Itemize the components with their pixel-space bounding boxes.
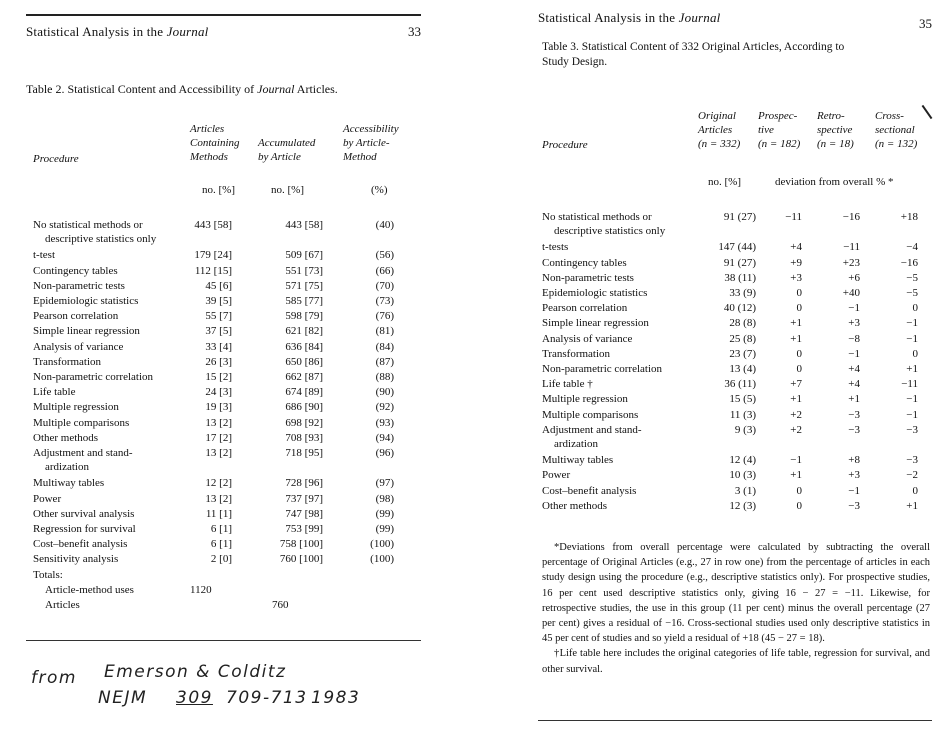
cell-prospective: −11 [785, 211, 802, 223]
cell-original-articles: 40 (12) [723, 302, 756, 315]
cell-accumulated: 674 [89] [285, 386, 323, 399]
procedure-name [542, 468, 570, 482]
header-line: Articles [190, 123, 225, 135]
table-caption [542, 40, 844, 70]
procedure-name [542, 332, 632, 346]
cell-containing-methods: 112 [15] [194, 264, 232, 277]
procedure-name [542, 240, 568, 254]
cell-accumulated: 753 [99] [285, 523, 323, 535]
unit-containing: no. [%] [202, 184, 235, 196]
cell-containing-methods: 24 [3] [205, 386, 232, 399]
procedure-name [33, 492, 61, 506]
cell-accessibility: (90) [375, 386, 394, 399]
cell-retrospective: +3 [848, 469, 860, 482]
cell-accessibility: (76) [375, 310, 394, 323]
header-line: (n = 332) [698, 138, 741, 150]
totals-label: Totals: [33, 568, 63, 581]
unit-accessibility: (%) [371, 184, 388, 196]
procedure-name [33, 248, 55, 262]
cell-accessibility: (99) [375, 507, 394, 520]
cell-accumulated: 621 [82] [285, 325, 323, 338]
header-procedure: Procedure [33, 153, 79, 165]
procedure-label: Pearson correlation [33, 310, 119, 323]
header-accessibility [343, 122, 399, 164]
procedure-label: Transformation [542, 347, 611, 360]
cell-accessibility: (73) [375, 295, 394, 307]
procedure-label: Sensitivity analysis [33, 553, 119, 566]
cell-cross-sectional: 0 [912, 484, 918, 497]
running-head [26, 24, 209, 40]
procedure-name [33, 431, 98, 445]
procedure-name [542, 484, 636, 498]
cell-containing-methods: 17 [2] [205, 431, 232, 444]
cell-retrospective: −8 [848, 332, 860, 345]
cell-accessibility: (56) [375, 249, 394, 262]
footnote-deviations: *Deviations from overall percentage were calculated by subtracting the overall percentage of Original Articles (e.g., 27 in row one) from the percentage of articles in each study design using the procedure (e.g., descriptive statistics only). For prospective studies, 16 per cent used descriptive statistics only, giving 16 − 27 = −11. Likewise, for retrospective studies, the use in this group (11 per cent) minus the overall percentage (27 per cent) gives a residual of −16. Cross-sectional studies used only descriptive statistics in 45 per cent of studies and so yield a residual of +18 (45 − 27 = 18). [542, 542, 930, 645]
cell-cross-sectional: −1 [906, 332, 918, 345]
header-prospective [758, 109, 800, 151]
cell-accumulated: 718 [95] [285, 447, 323, 459]
cell-original-articles: 25 (8) [729, 332, 756, 345]
caption-prefix: Table 2. Statistical Content and Accessibility of [26, 82, 258, 96]
cell-prospective: +1 [790, 393, 802, 406]
header-line: (n = 18) [817, 138, 854, 150]
cell-cross-sectional: −5 [906, 271, 918, 284]
procedure-label: Epidemiologic statistics [33, 295, 139, 307]
cell-cross-sectional: −5 [906, 287, 918, 299]
cell-accessibility: (87) [375, 355, 394, 368]
cell-prospective: −1 [790, 454, 802, 467]
procedure-name [542, 286, 647, 300]
cell-containing-methods: 11 [1] [205, 507, 232, 520]
procedure-label: Non-parametric correlation [33, 371, 154, 383]
header-line: spective [817, 124, 853, 136]
cell-accumulated: 650 [86] [285, 355, 323, 368]
header-line: Retro- [817, 110, 845, 122]
procedure-label: Power [33, 492, 62, 505]
handwritten-from: from [31, 668, 77, 688]
cell-original-articles: 9 (3) [734, 423, 756, 436]
cell-containing-methods: 15 [2] [205, 371, 232, 383]
cell-accumulated: 728 [96] [285, 477, 323, 490]
cell-containing-methods: 33 [4] [205, 340, 232, 353]
articles-label: Articles [45, 598, 80, 611]
cell-cross-sectional: −11 [901, 378, 918, 391]
cell-prospective: +1 [790, 317, 802, 330]
cell-retrospective: +8 [848, 454, 860, 467]
procedure-name [33, 264, 118, 278]
cell-accessibility: (81) [375, 325, 394, 338]
bottom-rule [26, 640, 421, 641]
page-number: 35 [919, 16, 932, 31]
header-articles-containing [190, 122, 240, 164]
procedure-name [542, 301, 627, 315]
cell-accessibility: (97) [375, 477, 394, 490]
page-number: 33 [408, 24, 421, 39]
header-accumulated [258, 136, 315, 164]
cell-original-articles: 10 (3) [729, 469, 756, 482]
cell-containing-methods: 6 [1] [210, 538, 232, 551]
procedure-name [542, 408, 638, 422]
header-line: Articles [698, 124, 733, 136]
bottom-rule [538, 720, 932, 721]
procedure-name [542, 271, 634, 285]
procedure-name [33, 340, 123, 354]
running-head [538, 10, 721, 26]
procedure-name [33, 385, 75, 399]
pen-mark [922, 105, 933, 119]
cell-original-articles: 13 (4) [729, 363, 756, 375]
header-line: Cross- [875, 110, 904, 122]
procedure-label-continued: descriptive statistics only [554, 225, 666, 237]
procedure-label: Simple linear regression [542, 317, 649, 330]
cell-prospective: +4 [790, 241, 802, 254]
cell-original-articles: 11 (3) [729, 408, 756, 421]
cell-prospective: 0 [796, 484, 802, 497]
procedure-label: No statistical methods or [542, 211, 652, 223]
handwritten-volume: 309 [176, 688, 213, 708]
left-page [26, 0, 421, 732]
cell-accumulated: 636 [84] [285, 340, 323, 353]
procedure-name [33, 400, 119, 414]
cell-original-articles: 91 (27) [723, 256, 756, 269]
cell-original-articles: 23 (7) [729, 347, 756, 360]
procedure-name [33, 324, 140, 338]
header-line: Containing [190, 137, 240, 149]
cell-containing-methods: 55 [7] [205, 310, 232, 323]
cell-prospective: 0 [796, 363, 802, 375]
cell-original-articles: 15 (5) [729, 393, 756, 406]
cell-accumulated: 443 [58] [285, 219, 323, 231]
procedure-name [33, 476, 104, 490]
cell-original-articles: 3 (1) [734, 484, 756, 497]
header-line: Accessibility [343, 123, 399, 135]
header-line: tive [758, 124, 774, 136]
cell-retrospective: +6 [848, 271, 860, 284]
cell-accessibility: (98) [375, 492, 394, 505]
procedure-name [33, 218, 156, 246]
procedure-label: Life table [33, 386, 76, 399]
cell-containing-methods: 13 [2] [205, 492, 232, 505]
cell-accumulated: 698 [92] [285, 416, 323, 429]
cell-containing-methods: 39 [5] [205, 295, 232, 307]
cell-accessibility: (92) [375, 401, 394, 414]
articles-value: 760 [272, 598, 289, 611]
cell-accessibility: (93) [375, 416, 394, 429]
cell-retrospective: −1 [848, 484, 860, 497]
cell-accumulated: 571 [75] [285, 279, 323, 292]
cell-cross-sectional: −3 [906, 423, 918, 436]
procedure-label: t-tests [542, 241, 569, 254]
cell-accumulated: 760 [100] [279, 553, 323, 566]
caption-suffix: Articles. [294, 82, 338, 96]
cell-accumulated: 686 [90] [285, 401, 323, 414]
procedure-label: Transformation [33, 355, 102, 368]
cell-retrospective: −3 [848, 499, 860, 512]
cell-accessibility: (66) [375, 264, 394, 277]
running-head-text: Statistical Analysis in the [538, 10, 679, 25]
procedure-name [542, 392, 628, 406]
top-rule [26, 14, 421, 16]
procedure-label: Non-parametric tests [33, 279, 125, 292]
procedure-label: Analysis of variance [33, 340, 124, 353]
cell-containing-methods: 26 [3] [205, 355, 232, 368]
cell-accumulated: 747 [98] [285, 507, 323, 520]
cell-accessibility: (40) [375, 219, 394, 231]
cell-cross-sectional: −3 [906, 454, 918, 467]
footnote-life-table: †Life table here includes the original categories of life table, regression for survival, and other survival. [542, 648, 930, 675]
cell-accessibility: (100) [370, 538, 394, 551]
cell-containing-methods: 443 [58] [194, 219, 232, 231]
cell-prospective: 0 [796, 347, 802, 360]
cell-prospective: +1 [790, 469, 802, 482]
procedure-label: Contingency tables [542, 256, 627, 269]
cell-cross-sectional: +1 [906, 499, 918, 512]
procedure-label: Cost–benefit analysis [33, 538, 128, 551]
procedure-name [542, 377, 593, 391]
procedure-name [33, 279, 125, 293]
procedure-label: Multiple comparisons [542, 408, 639, 421]
cell-prospective: 0 [796, 302, 802, 315]
procedure-label: Cost–benefit analysis [542, 484, 637, 497]
procedure-label: Other methods [33, 431, 99, 444]
procedure-name [542, 362, 662, 376]
cell-retrospective: +3 [848, 317, 860, 330]
header-line: Method [343, 151, 377, 163]
handwritten-year: 1983 [311, 688, 361, 708]
cell-containing-methods: 19 [3] [205, 401, 232, 414]
procedure-label: Analysis of variance [542, 332, 633, 345]
cell-cross-sectional: −1 [906, 408, 918, 421]
procedure-label: Multiple regression [33, 401, 119, 414]
cell-cross-sectional: −2 [906, 469, 918, 482]
procedure-name [33, 507, 134, 521]
procedure-label: Multiple regression [542, 393, 628, 406]
cell-prospective: +2 [790, 423, 802, 436]
cell-accessibility: (94) [375, 431, 394, 444]
cell-cross-sectional: +18 [900, 211, 918, 223]
header-line: Original [698, 110, 736, 122]
procedure-name [542, 347, 610, 361]
cell-prospective: +2 [790, 408, 802, 421]
header-line: (n = 132) [875, 138, 918, 150]
cell-retrospective: −3 [848, 423, 860, 436]
handwritten-authors: Emerson & Colditz [104, 662, 287, 682]
procedure-label: Multiway tables [542, 454, 614, 467]
header-retrospective [817, 109, 854, 151]
cell-accessibility: (99) [375, 523, 394, 535]
cell-original-articles: 38 (11) [724, 271, 756, 284]
procedure-name [542, 316, 649, 330]
procedure-name [33, 446, 133, 474]
footnotes [542, 540, 930, 677]
cell-retrospective: +4 [848, 363, 860, 375]
cell-accumulated: 509 [67] [285, 249, 323, 262]
procedure-label-continued: descriptive statistics only [45, 233, 157, 245]
cell-prospective: +1 [790, 332, 802, 345]
procedure-label: t-test [33, 249, 55, 262]
caption-italic: Journal [257, 82, 295, 96]
cell-containing-methods: 12 [2] [205, 477, 232, 490]
cell-accessibility: (84) [375, 340, 394, 353]
cell-prospective: +7 [790, 378, 802, 391]
cell-cross-sectional: 0 [912, 302, 918, 315]
procedure-label-continued: ardization [554, 437, 598, 450]
procedure-label: Life table † [542, 378, 593, 391]
header-procedure: Procedure [542, 139, 588, 151]
procedure-label: Multiway tables [33, 477, 105, 490]
cell-cross-sectional: 0 [912, 347, 918, 360]
cell-prospective: 0 [796, 287, 802, 299]
header-line: by Article [258, 151, 301, 163]
cell-retrospective: −3 [848, 408, 860, 421]
procedure-name [33, 370, 153, 384]
cell-containing-methods: 2 [0] [210, 553, 232, 566]
header-line: Methods [190, 151, 228, 163]
cell-retrospective: +23 [842, 256, 860, 269]
header-line: (n = 182) [758, 138, 801, 150]
header-line: Prospec- [758, 110, 798, 122]
cell-original-articles: 91 (27) [723, 211, 756, 223]
header-line: Accumulated [258, 137, 316, 149]
cell-accumulated: 737 [97] [285, 492, 323, 505]
procedure-label: Multiple comparisons [33, 416, 130, 429]
header-line: by Article- [343, 137, 390, 149]
article-method-uses-label: Article-method uses [45, 583, 134, 596]
cell-cross-sectional: +1 [906, 363, 918, 375]
cell-retrospective: −16 [842, 211, 860, 223]
cell-accumulated: 598 [79] [285, 310, 323, 323]
procedure-label: Non-parametric tests [542, 271, 634, 284]
cell-accumulated: 758 [100] [279, 538, 323, 551]
cell-cross-sectional: −1 [906, 317, 918, 330]
procedure-label: Adjustment and stand- [542, 423, 642, 436]
cell-original-articles: 147 (44) [718, 241, 756, 254]
procedure-name [33, 522, 136, 536]
cell-containing-methods: 6 [1] [210, 523, 232, 535]
procedure-label: Regression for survival [33, 523, 136, 535]
procedure-name [33, 355, 101, 369]
cell-retrospective: +40 [842, 287, 860, 299]
cell-containing-methods: 13 [2] [205, 416, 232, 429]
procedure-label: Power [542, 469, 571, 482]
running-head-italic: Journal [166, 24, 209, 39]
cell-original-articles: 36 (11) [724, 378, 756, 391]
unit-original: no. [%] [708, 176, 741, 188]
header-line: sectional [875, 124, 915, 136]
cell-accumulated: 662 [87] [285, 371, 323, 383]
cell-accumulated: 585 [77] [285, 295, 323, 307]
procedure-label: No statistical methods or [33, 219, 143, 231]
cell-prospective: +9 [790, 256, 802, 269]
cell-cross-sectional: −4 [906, 241, 918, 254]
procedure-name [542, 453, 613, 467]
article-method-uses-value: 1120 [190, 583, 212, 596]
running-head-italic: Journal [678, 10, 721, 25]
procedure-label-continued: ardization [45, 461, 89, 473]
caption-line: Study Design. [542, 56, 608, 68]
cell-retrospective: −11 [843, 241, 860, 254]
unit-deviation: deviation from overall % * [775, 176, 894, 188]
procedure-name [33, 552, 118, 566]
cell-retrospective: +1 [848, 393, 860, 406]
caption-line: Table 3. Statistical Content of 332 Original Articles, According to [542, 41, 845, 53]
procedure-name [33, 309, 118, 323]
cell-accessibility: (88) [375, 371, 394, 383]
procedure-name [33, 537, 127, 551]
running-head-text: Statistical Analysis in the [26, 24, 167, 39]
cell-accumulated: 551 [73] [285, 264, 323, 277]
procedure-label: Other methods [542, 499, 608, 512]
handwritten-pages: 709-713 [226, 688, 308, 708]
cell-retrospective: −1 [848, 302, 860, 315]
cell-cross-sectional: −1 [906, 393, 918, 406]
procedure-label: Epidemiologic statistics [542, 287, 648, 299]
cell-containing-methods: 13 [2] [205, 447, 232, 459]
cell-cross-sectional: −16 [900, 256, 918, 269]
cell-containing-methods: 179 [24] [194, 249, 232, 262]
procedure-label: Simple linear regression [33, 325, 140, 338]
cell-containing-methods: 45 [6] [205, 279, 232, 292]
cell-original-articles: 12 (3) [729, 499, 756, 512]
procedure-label: Non-parametric correlation [542, 363, 663, 375]
header-cross-sectional [875, 109, 917, 151]
cell-containing-methods: 37 [5] [205, 325, 232, 338]
procedure-label: Adjustment and stand- [33, 447, 133, 459]
cell-original-articles: 28 (8) [729, 317, 756, 330]
procedure-name [542, 499, 607, 513]
procedure-name [33, 294, 138, 308]
cell-accumulated: 708 [93] [285, 431, 323, 444]
unit-accumulated: no. [%] [271, 184, 304, 196]
right-page [538, 0, 932, 732]
cell-accessibility: (96) [375, 447, 394, 459]
procedure-label: Other survival analysis [33, 507, 135, 520]
cell-accessibility: (100) [370, 553, 394, 566]
handwritten-journal: NEJM [98, 688, 148, 708]
cell-original-articles: 33 (9) [729, 287, 756, 299]
header-original [698, 109, 740, 151]
cell-prospective: 0 [796, 499, 802, 512]
cell-retrospective: +4 [848, 378, 860, 391]
procedure-name [542, 423, 642, 451]
cell-original-articles: 12 (4) [729, 454, 756, 467]
cell-prospective: +3 [790, 271, 802, 284]
cell-retrospective: −1 [848, 347, 860, 360]
procedure-label: Pearson correlation [542, 302, 628, 315]
procedure-label: Contingency tables [33, 264, 118, 277]
procedure-name [542, 256, 627, 270]
procedure-name [33, 416, 129, 430]
cell-accessibility: (70) [375, 279, 394, 292]
table-caption [26, 82, 338, 97]
procedure-name [542, 210, 665, 238]
